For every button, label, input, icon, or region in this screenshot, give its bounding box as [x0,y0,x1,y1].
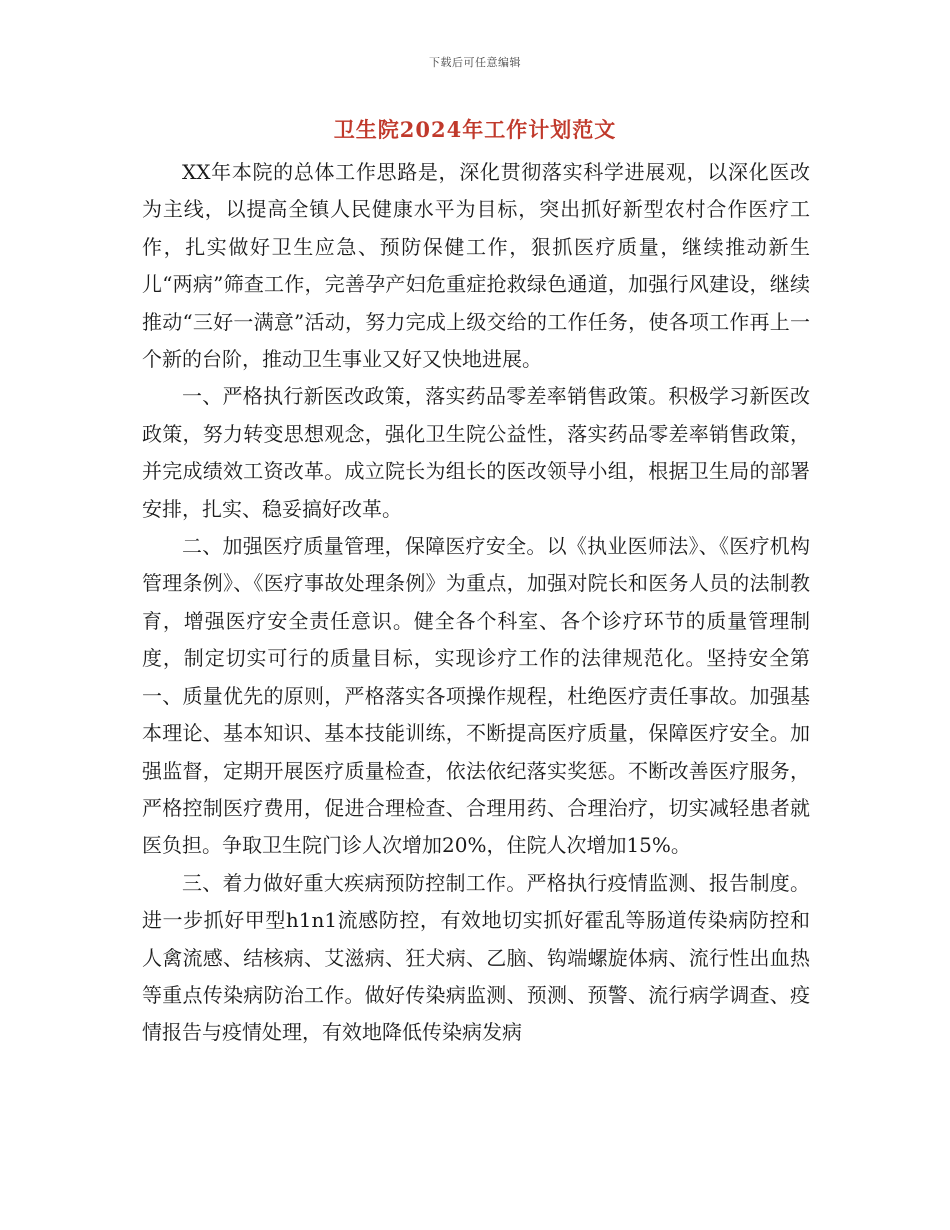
paragraph-intro: XX年本院的总体工作思路是，深化贯彻落实科学进展观，以深化医改为主线，以提高全镇人民健康水平为目标，突出抓好新型农村合作医疗工作，扎实做好卫生应急、预防保健工作，狠抓医疗质量，继续推动新生儿“两病”筛查工作，完善孕产妇危重症抢救绿色通道，加强行风建设，继续推动“三好一满意”活动，努力完成上级交给的工作任务，使各项工作再上一个新的台阶，推动卫生事业又好又快地进展。 [142,160,810,372]
paragraph-section-1: 一、严格执行新医改政策，落实药品零差率销售政策。积极学习新医改政策，努力转变思想观念，强化卫生院公益性，落实药品零差率销售政策，并完成绩效工资改革。成立院长为组长的医改领导小组，根据卫生局的部署安排，扎实、稳妥搞好改革。 [142,384,810,521]
paragraph-section-3: 三、着力做好重大疾病预防控制工作。严格执行疫情监测、报告制度。进一步抓好甲型h1n1流感防控，有效地切实抓好霍乱等肠道传染病防控和人禽流感、结核病、艾滋病、狂犬病、乙脑、钩端螺旋体病、流行性出血热等重点传染病防治工作。做好传染病监测、预测、预警、流行病学调查、疫情报告与疫情处理，有效地降低传染病发病 [142,870,810,1045]
paragraph-section-2: 二、加强医疗质量管理，保障医疗安全。以《执业医师法》、《医疗机构管理条例》、《医疗事故处理条例》为重点，加强对院长和医务人员的法制教育，增强医疗安全责任意识。健全各个科室、各个诊疗环节的质量管理制度，制定切实可行的质量目标，实现诊疗工作的法律规范化。坚持安全第一、质量优先的原则，严格落实各项操作规程，杜绝医疗责任事故。加强基本理论、基本知识、基本技能训练，不断提高医疗质量，保障医疗安全。加强监督，定期开展医疗质量检查，依法依纪落实奖惩。不断改善医疗服务，严格控制医疗费用，促进合理检查、合理用药、合理治疗，切实减轻患者就医负担。争取卫生院门诊人次增加20%，住院人次增加15%。 [142,534,810,858]
document-body [142,154,810,1052]
document-title: 卫生院2024年工作计划范文 [333,117,617,142]
page-header-note: 下载后可任意编辑 [429,56,521,69]
